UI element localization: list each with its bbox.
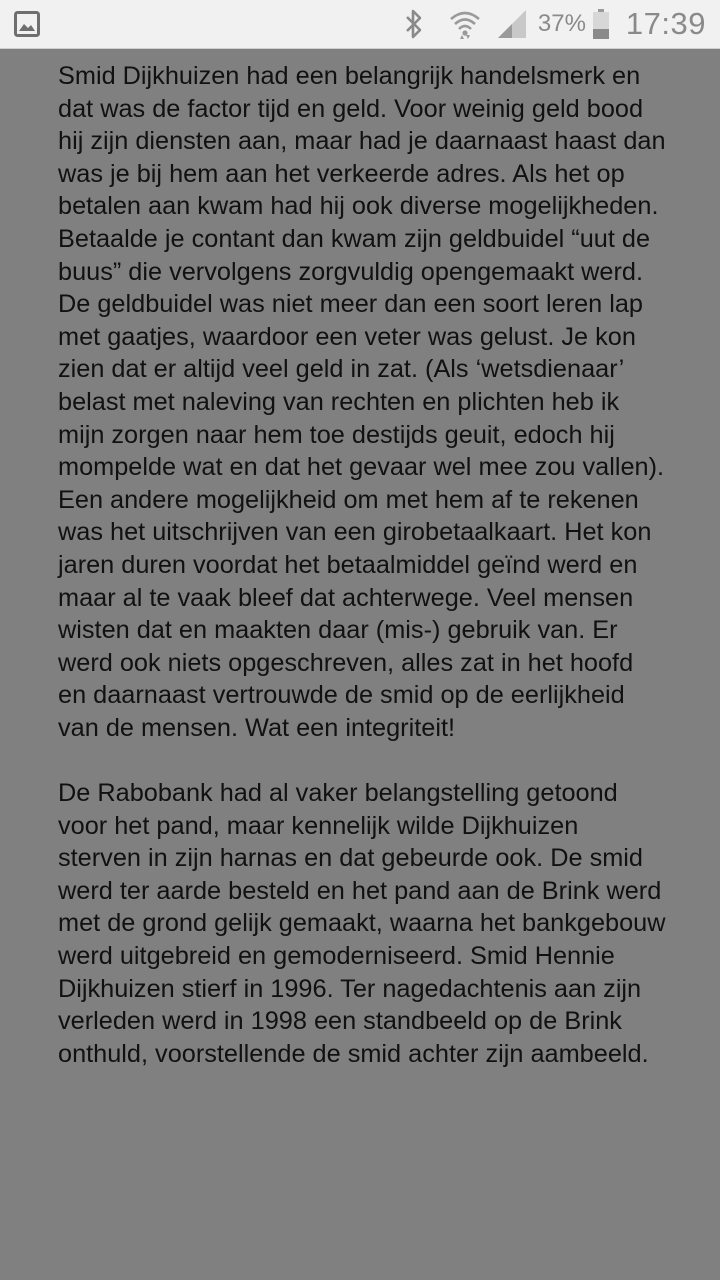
battery-icon — [592, 8, 610, 40]
article-paragraph: De Rabobank had al vaker belangstelling getoond voor het pand, maar kennelijk wilde Dijkhuizen sterven in zijn harnas en dat gebeurde ook. De smid werd ter aarde besteld en het pand aan de Brink werd met de grond gelijk gemaakt, waarna het bankgebouw werd uitgebreid en gemoderniseerd. Smid Hennie Dijkhuizen stierf in 1996. Ter nagedachtenis aan zijn verleden werd in 1998 een standbeeld op de Brink onthuld, voorstellende de smid achter zijn aambeeld. — [58, 779, 666, 1068]
battery-percent: 37% — [537, 10, 586, 37]
article-body — [58, 60, 668, 1070]
wifi-icon — [448, 7, 482, 41]
bluetooth-icon — [400, 8, 428, 40]
clock: 17:39 — [625, 6, 706, 41]
status-icons — [400, 0, 706, 48]
image-icon — [14, 11, 40, 37]
signal-icon — [496, 8, 528, 40]
status-bar — [0, 0, 720, 49]
article-paragraph: Smid Dijkhuizen had een belangrijk handelsmerk en dat was de factor tijd en geld. Voor weinig geld bood hij zijn diensten aan, maar had je daarnaast haast dan was je bij hem aan het verkeerde adres. Als het op betalen aan kwam had hij ook diverse mogelijkheden. Betaalde je contant dan kwam zijn geldbuidel “uut de buus” die vervolgens zorgvuldig opengemaakt werd. De geldbuidel was niet meer dan een soort leren lap met gaatjes, waardoor een veter was gelust. Je kon zien dat er altijd veel geld in zat. (Als ‘wetsdienaar’ belast met naleving van rechten en plichten heb ik mijn zorgen naar hem toe destijds geuit, edoch hij mompelde wat en dat het gevaar wel mee zou vallen). Een andere mogelijkheid om met hem af te rekenen was het uitschrijven van een girobetaalkaart. Het kon jaren duren voordat het betaalmiddel geïnd werd en maar al te vaak bleef dat achterwege. Veel mensen wisten dat en maakten daar (mis-) gebruik van. Er werd ook niets opgeschreven, alles zat in het hoofd en daarnaast vertrouwde de smid op de eerlijkheid van de mensen. Wat een integriteit! — [58, 62, 666, 742]
